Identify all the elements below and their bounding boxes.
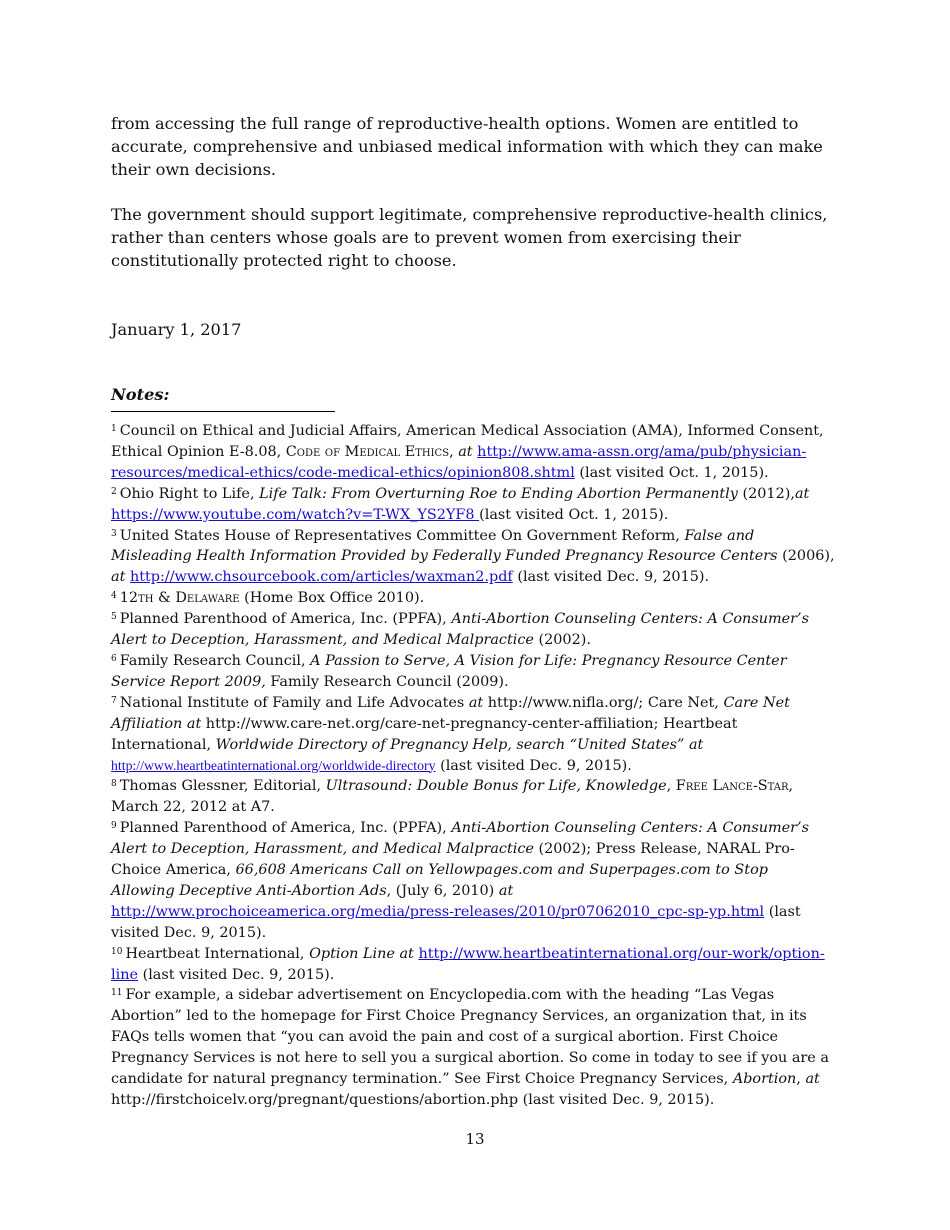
footnote-number: 6 [111,653,117,664]
footnote-number: 3 [111,528,117,539]
footnote-separator [111,411,335,412]
footnote-7-link[interactable]: http://www.heartbeatinternational.org/worldwide-directory [111,757,436,773]
body-paragraph-1: from accessing the full range of reproductive-health options. Women are entitled to accurate, comprehensive and unbiased medical information with which they can make their own decisions. [111,114,823,179]
footnote-6: $^6$ Family Research Council, A Passion to Serve, A Vision for Life: Pregnancy Resource Center Service Report 2009, Family Research Council (2009). [111,652,787,690]
footnote-3-link[interactable]: http://www.chsourcebook.com/articles/waxman2.pdf [129,569,513,586]
footnote-number: 1 [111,424,117,434]
footnote-number: 5 [111,612,117,623]
footnote-number: 10 [111,946,123,957]
document-date: January 1, 2017 [111,320,242,339]
page-number: 13 [465,1130,485,1148]
footnote-9-link[interactable]: http://www.prochoiceamerica.org/media/press-releases/2010/pr07062010_cpc-sp-yp.html [111,903,765,920]
footnote-2-link[interactable]: https://www.youtube.com/watch?v=T-WX_YS2YF8 [111,506,480,523]
footnote-number: 8 [111,779,117,790]
footnote-number: 9 [111,821,117,832]
footnote-9: $^9$ Planned Parenthood of America, Inc. (PPFA), Anti-Abortion Counseling Centers: A Consumer’s Alert to Deception, Harassment, and Medical Malpractice (2002); Press Release, NARAL Pro-Choice America, 66,608 Americans Call on Yellowpages.com and Superpages.com to Stop Allowing Deceptive Anti-Abortion Ads, (July 6, 2010) at http://www.prochoiceamerica.org/media/press-releases/2010/pr07062010_cpc-sp-yp.html (last visited Dec. 9, 2015). [111,820,809,941]
notes-heading: Notes: [111,385,170,404]
footnote-1: $^1$ Council on Ethical and Judicial Affairs, American Medical Association (AMA), Informed Consent, Ethical Opinion E-8.08, Code of Medical Ethics, at http://www.ama-assn.org/ama/pub/physician-resources/medical-ethics/code-medical-ethics/opinion808.shtml (last visited Oct. 1, 2015). [111,423,824,481]
body-paragraph-2: The government should support legitimate, comprehensive reproductive-health clinics, rather than centers whose goals are to prevent women from exercising their constitutionally protected right to choose. [111,205,828,270]
footnote-3: $^3$ United States House of Representatives Committee On Government Reform, False and Misleading Health Information Provided by Federally Funded Pregnancy Resource Centers (2006), at http://www.chsourcebook.com/articles/waxman2.pdf (last visited Dec. 9, 2015). [111,527,835,586]
footnote-number: 4 [111,591,117,602]
footnote-10: $^{10}$ Heartbeat International, Option Line at http://www.heartbeatinternational.org/our-work/option-line (last visited Dec. 9, 2015). [111,945,825,983]
footnote-7: $^7$ National Institute of Family and Life Advocates at http://www.nifla.org/; Care Net, Care Net Affiliation at http://www.care-net.org/care-net-pregnancy-center-affiliation; Heartbeat International, Worldwide Directory of Pregnancy Help, search “United States” at http://www.heartbeatinternational.org/worldwide-directory (last visited Dec. 9, 2015). [111,694,790,774]
footnote-1-link[interactable]: http://www.ama-assn.org/ama/pub/physician-resources/medical-ethics/code-medical-ethics/opinion808.shtml [111,443,807,481]
footnote-10-link[interactable]: http://www.heartbeatinternational.org/our-work/option-line [111,945,825,983]
footnote-11: $^{11}$ For example, a sidebar advertisement on Encyclopedia.com with the heading “Las Vegas Abortion” led to the homepage for First Choice Pregnancy Services, an organization that, in its FAQs tells women that “you can avoid the pain and cost of a surgical abortion. First Choice Pregnancy Services is not here to sell you a surgical abortion. So come in today to see if you are a candidate for natural pregnancy termination.” See First Choice Pregnancy Services, Abortion, at http://firstchoicelv.org/pregnant/questions/abortion.php (last visited Dec. 9, 2015). [111,987,829,1108]
document-page [111,112,836,1111]
footnote-number: 2 [111,486,117,497]
footnote-2: $^2$ Ohio Right to Life, Life Talk: From Overturning Roe to Ending Abortion Permanently (2012),at https://www.youtube.com/watch?v=T-WX_YS2YF8 (last visited Oct. 1, 2015). [111,485,810,523]
footnote-number: 11 [111,988,123,999]
footnote-8: $^8$ Thomas Glessner, Editorial, Ultrasound: Double Bonus for Life, Knowledge, Free Lance-Star, March 22, 2012 at A7. [111,778,794,816]
footnote-5: $^5$ Planned Parenthood of America, Inc. (PPFA), Anti-Abortion Counseling Centers: A Consumer’s Alert to Deception, Harassment, and Medical Malpractice (2002). [111,611,809,649]
footnote-4: $^4$ 12th & Delaware (Home Box Office 2010). [111,590,425,607]
footnote-number: 7 [111,695,117,706]
